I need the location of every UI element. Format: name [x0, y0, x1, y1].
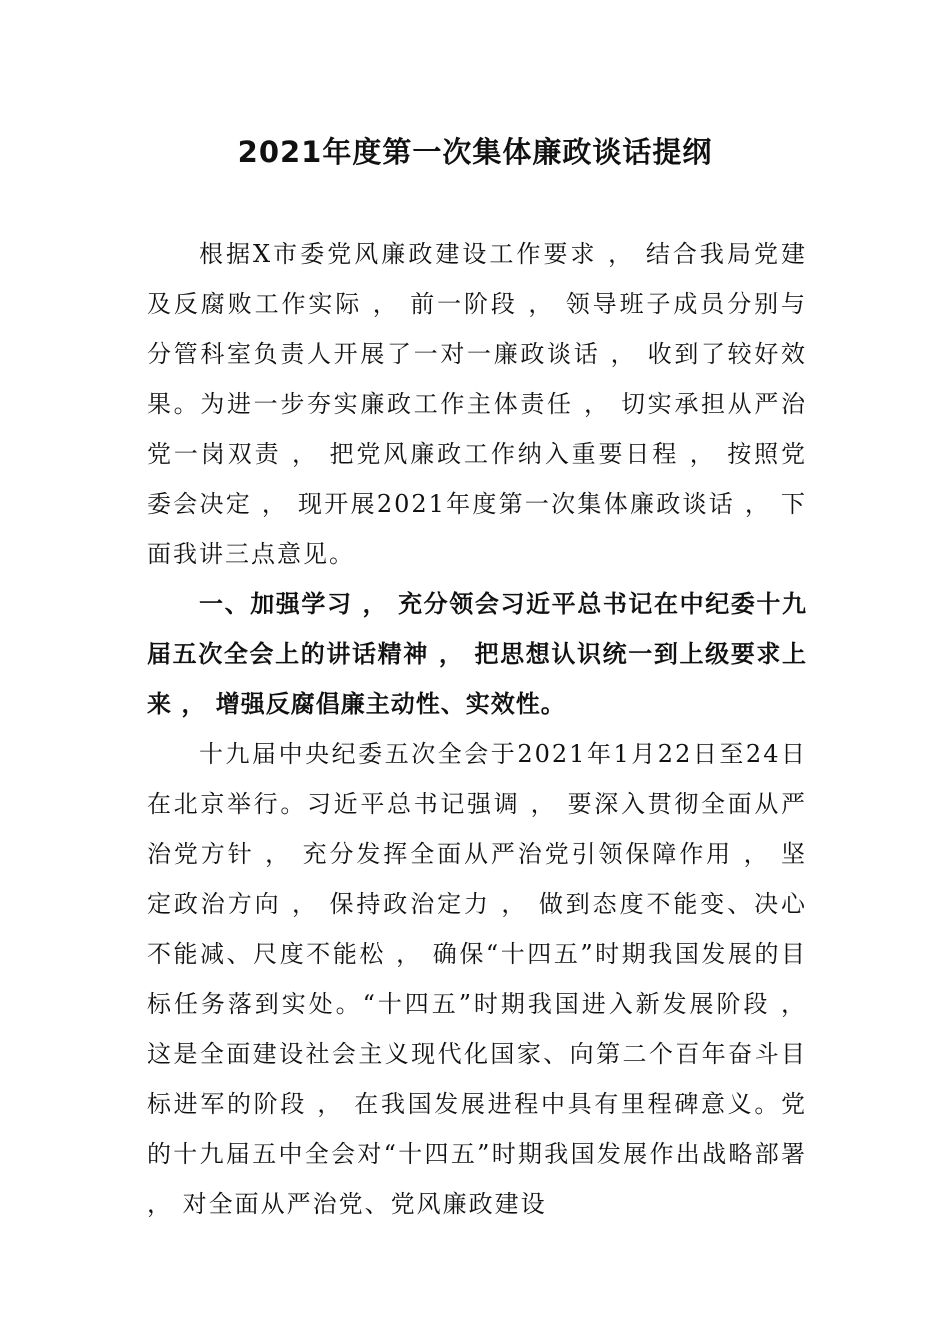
document-body — [147, 229, 807, 1229]
document-title: 2021年度第一次集体廉政谈话提纲 — [237, 135, 713, 169]
section-heading-1: 一、加强学习 ， 充分领会习近平总书记在中纪委十九届五次全会上的讲话精神 ， 把思想认识统一到上级要求上来 ， 增强反腐倡廉主动性、实效性。 — [147, 590, 807, 718]
intro-paragraph: 根据X市委党风廉政建设工作要求 ， 结合我局党建及反腐败工作实际 ， 前一阶段 ， 领导班子成员分别与分管科室负责人开展了一对一廉政谈话 ， 收到了较好效果。为进一步夯实廉政工作主体责任 ， 切实承担从严治党一岗双责 ， 把党风廉政工作纳入重要日程 ， 按照党委会决定 ， 现开展2021年度第一次集体廉政谈话 ， 下面我讲三点意见。 — [147, 240, 807, 568]
section-1-paragraph: 十九届中央纪委五次全会于2021年1月22日至24日在北京举行。习近平总书记强调 ， 要深入贯彻全面从严治党方针 ， 充分发挥全面从严治党引领保障作用 ， 坚定政治方向 ， 保持政治定力 ， 做到态度不能变、决心不能减、尺度不能松 ， 确保“十四五”时期我国发展的目标任务落到实处。“十四五”时期我国进入新发展阶段 ， 这是全面建设社会主义现代化国家、向第二个百年奋斗目标进军的阶段 ， 在我国发展进程中具有里程碑意义。党的十九届五中全会对“十四五”时期我国发展作出战略部署 ， 对全面从严治党、党风廉政建设 — [147, 740, 807, 1218]
